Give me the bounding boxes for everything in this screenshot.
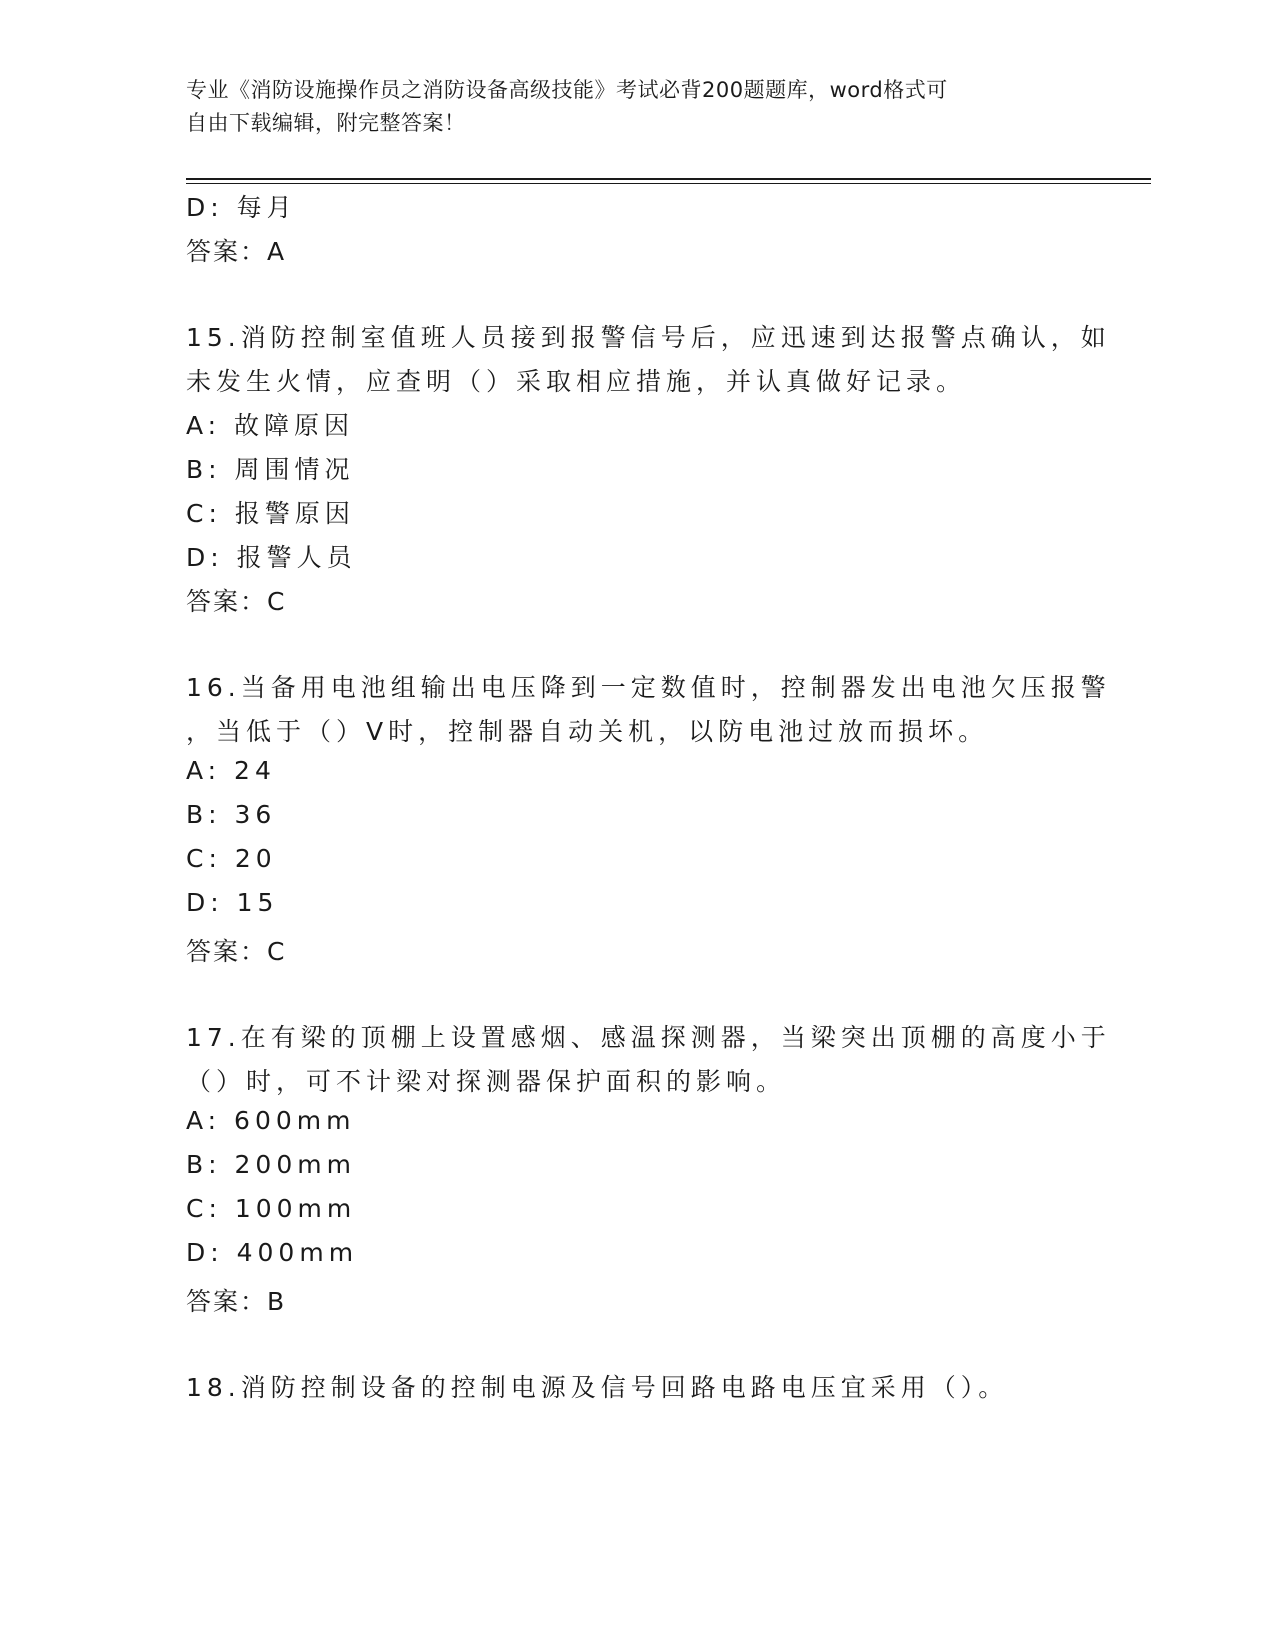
question-17-answer: 答案：B (186, 1287, 287, 1316)
question-17-option-c: C: 100mm (186, 1194, 357, 1223)
question-17-option-d: D: 400mm (186, 1238, 359, 1267)
prev-option-d: D: 每月 (186, 193, 297, 222)
question-15-option-c: C: 报警原因 (186, 499, 355, 528)
question-17-option-b: B: 200mm (186, 1150, 356, 1179)
header-divider (186, 178, 1151, 180)
question-15-option-b: B: 周围情况 (186, 455, 355, 484)
question-15-stem-line-1: 15.消防控制室值班人员接到报警信号后，应迅速到达报警点确认，如 (186, 323, 1111, 352)
question-16-option-d: D: 15 (186, 888, 279, 917)
header-divider-thin (186, 183, 1151, 184)
header-line-1: 专业《消防设施操作员之消防设备高级技能》考试必背200题题库，word格式可 (186, 78, 948, 102)
question-17-stem-line-2: （）时，可不计梁对探测器保护面积的影响。 (186, 1067, 787, 1096)
question-17-stem-line-1: 17.在有梁的顶棚上设置感烟、感温探测器，当梁突出顶棚的高度小于 (186, 1023, 1111, 1052)
question-16-answer: 答案：C (186, 937, 287, 966)
question-15-option-a: A: 故障原因 (186, 411, 355, 440)
question-17-option-a: A: 600mm (186, 1106, 356, 1135)
question-16-stem-line-1: 16.当备用电池组输出电压降到一定数值时，控制器发出电池欠压报警 (186, 673, 1111, 702)
header-line-2: 自由下载编辑，附完整答案！ (186, 111, 466, 135)
question-15-answer: 答案：C (186, 587, 287, 616)
question-16-option-a: A: 24 (186, 756, 276, 785)
question-16-stem-line-2: ，当低于（）V时，控制器自动关机，以防电池过放而损坏。 (186, 717, 989, 746)
question-18-stem-line-1: 18.消防控制设备的控制电源及信号回路电路电压宜采用（）。 (186, 1373, 1009, 1402)
question-16-option-b: B: 36 (186, 800, 277, 829)
prev-answer: 答案：A (186, 237, 287, 266)
document-header (186, 74, 1066, 140)
question-15-stem-line-2: 未发生火情，应查明（）采取相应措施，并认真做好记录。 (186, 367, 967, 396)
question-15-option-d: D: 报警人员 (186, 543, 357, 572)
question-16-option-c: C: 20 (186, 844, 277, 873)
